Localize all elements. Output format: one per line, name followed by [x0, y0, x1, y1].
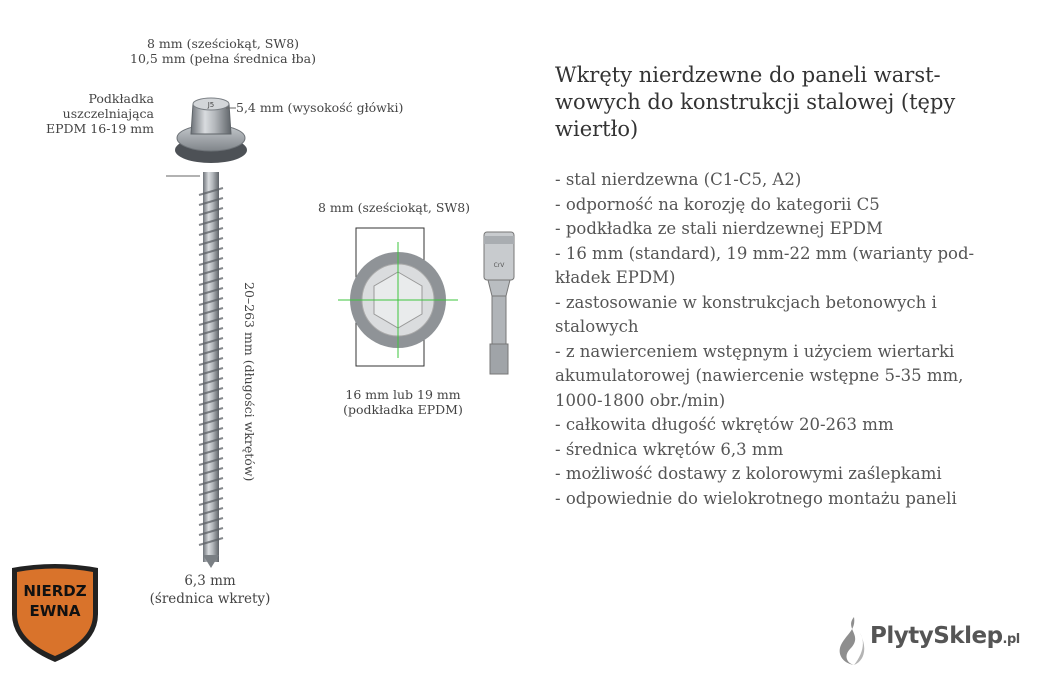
spec-item: - możliwość dostawy z kolorowymi zaślepkami: [555, 464, 942, 483]
badge-line-2: EWNA: [29, 602, 81, 620]
brand-wordmark: [870, 623, 1020, 649]
product-title-line-1: Wkręty nierdzewne do paneli warst-: [555, 63, 941, 87]
badge-line-1: NIERDZ: [23, 582, 87, 600]
flame-icon: [836, 615, 870, 667]
spec-item: - podkładka ze stali nierdzewnej EPDM: [555, 219, 883, 238]
product-title-line-2: wowych do konstrukcji stalowej (tępy: [555, 90, 956, 114]
spec-item: - stal nierdzewna (C1-C5, A2): [555, 170, 802, 189]
spec-item: - 16 mm (standard), 19 mm-22 mm (warianty pod- kładek EPDM): [555, 243, 975, 287]
length-label-2: (długości wkrętów): [242, 359, 257, 482]
svg-text:CrV: CrV: [493, 262, 505, 269]
brand-tld: .pl: [1002, 632, 1020, 647]
product-title: [555, 62, 1025, 143]
spec-item: - całkowita długość wkrętów 20-263 mm: [555, 415, 894, 434]
washer-label-3: EPDM 16-19 mm: [45, 121, 154, 136]
diameter-annotation: [130, 572, 290, 608]
head-annotation: [128, 36, 318, 66]
diameter-label-2: (średnica wkrety): [149, 591, 271, 607]
top-view-washer-label-2: (podkładka EPDM): [343, 402, 463, 417]
product-title-line-3: wiertło): [555, 117, 639, 141]
length-label-1: 20–263 mm: [242, 282, 257, 356]
brand-name: PlytySklep: [870, 623, 1003, 649]
socket-bit: [484, 232, 514, 374]
washer-label-2: uszczelniająca: [62, 106, 154, 121]
length-annotation: [242, 282, 257, 492]
head-mark: J5: [207, 101, 215, 109]
head-hex-label: 8 mm (sześciokąt, SW8): [146, 36, 300, 51]
spec-item: - odporność na korozję do kategorii C5: [555, 194, 880, 214]
spec-item: - z nawierceniem wstępnym i użyciem wiertarki akumulatorowej (nawiercenie wstępne 5-35 mm, 1000-1800 obr./min): [555, 341, 964, 410]
top-view-diagram: [336, 222, 536, 387]
spec-item: - odpowiednie do wielokrotnego montażu paneli: [555, 488, 957, 508]
head-diameter-label: 10,5 mm (pełna średnica łba): [130, 51, 316, 66]
spec-item: - zastosowanie w konstrukcjach betonowych i stalowych: [555, 292, 937, 336]
washer-label-1: Podkładka: [88, 91, 154, 106]
top-view-hex-label: 8 mm (sześciokąt, SW8): [318, 200, 471, 215]
diameter-label-1: 6,3 mm: [184, 573, 236, 589]
washer-annotation: [30, 91, 154, 136]
head-height-label: 5,4 mm (wysokość główki): [236, 100, 404, 115]
top-view-washer-label-1: 16 mm lub 19 mm: [345, 387, 461, 402]
spec-list: [555, 168, 1035, 511]
stainless-badge: [8, 562, 102, 666]
spec-item: - średnica wkrętów 6,3 mm: [555, 439, 784, 459]
top-view-washer-annotation: [336, 387, 470, 417]
